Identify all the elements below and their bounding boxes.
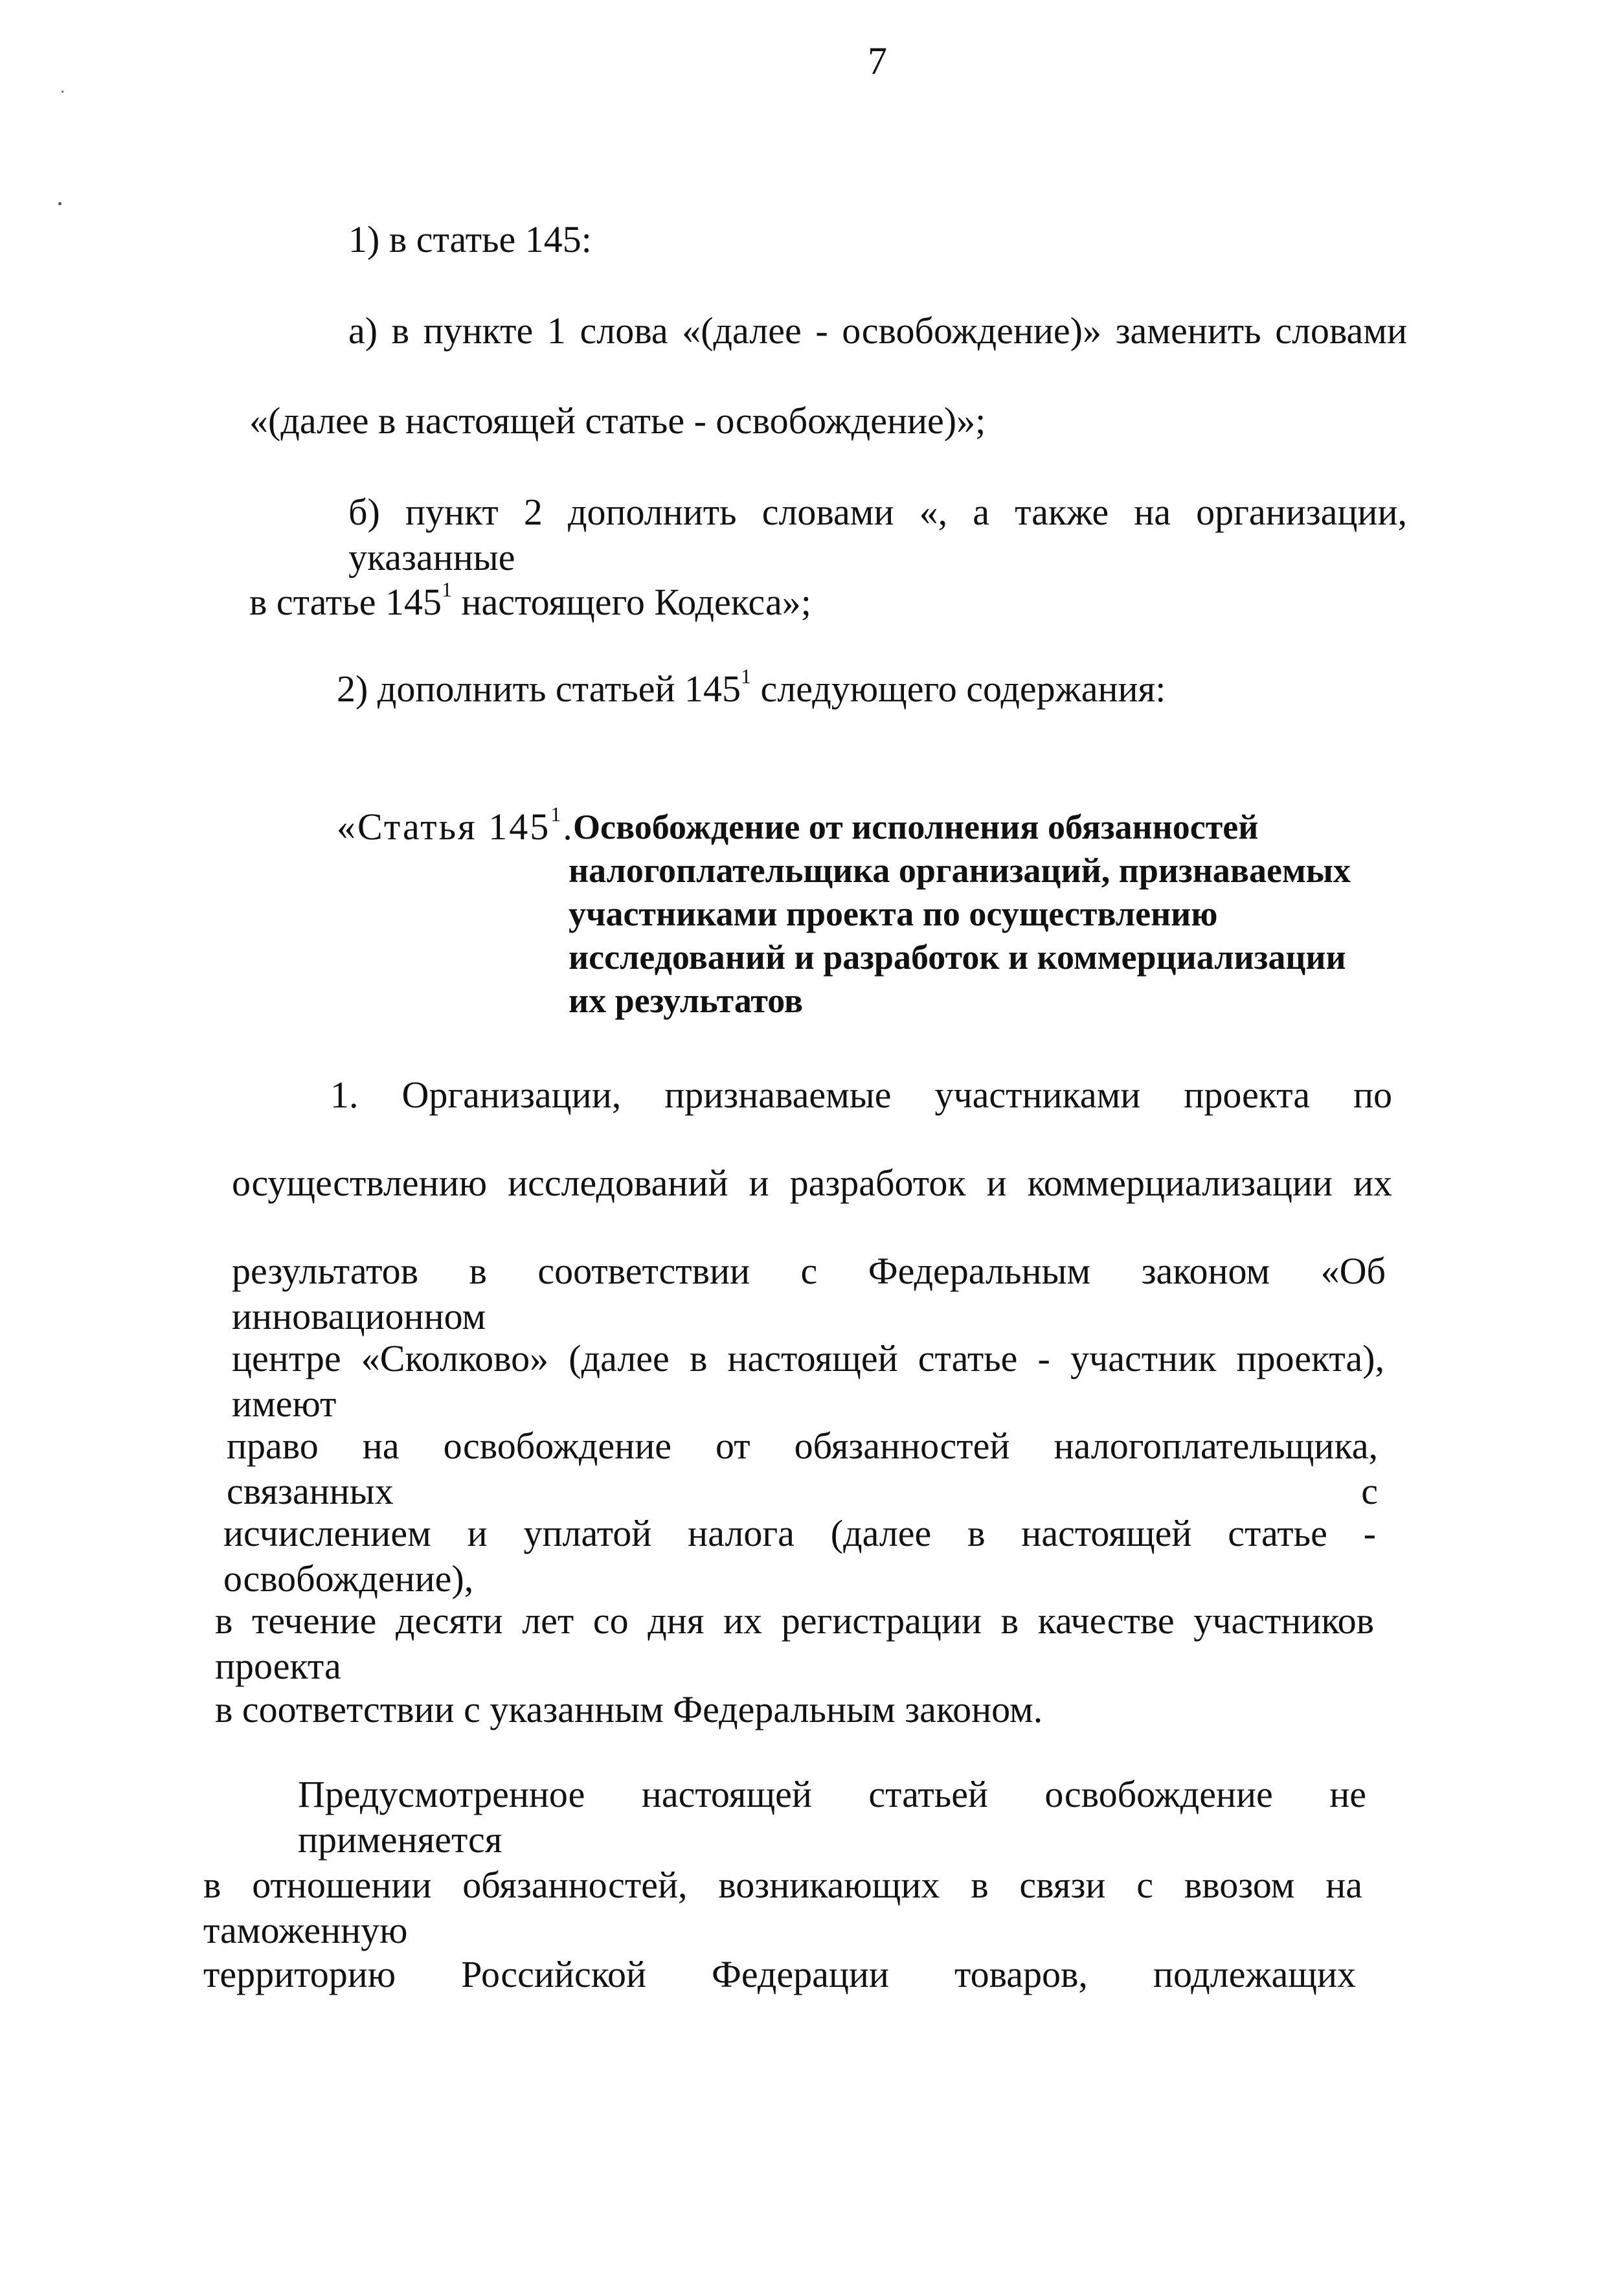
paragraph-1-line: результатов в соответствии с Федеральным законом «Об инновационном [232,1250,1386,1337]
article-title-line: исследований и разработок и коммерциализации [569,938,1346,977]
article-title-line: налогоплательщика организаций, признаваемых [569,851,1351,890]
item-b-line-1: б) пункт 2 дополнить словами «, а также на организации, указанные [348,491,1407,578]
superscript: 1 [741,664,752,688]
paragraph-2-line: в отношении обязанностей, возникающих в связи с ввозом на таможенную [203,1864,1362,1951]
paragraph-1-line: право на освобождение от обязанностей налогоплательщика, связанных с [227,1425,1378,1512]
scan-speck [62,91,63,93]
item-b-line-2 [249,580,811,625]
paragraph-1-line: в соответствии с указанным Федеральным законом. [215,1688,1043,1730]
superscript: 1 [441,578,452,601]
item-a-line-2: «(далее в настоящей статье - освобождение)»; [249,400,986,442]
superscript: 1 [550,802,563,826]
page-number: 7 [868,40,887,82]
text: . [563,806,574,848]
article-title-line: участниками проекта по осуществлению [569,894,1218,933]
item-a-line-1: а) в пункте 1 слова «(далее - освобождение)» заменить словами [348,310,1407,352]
paragraph-1-line: исчислением и уплатой налога (далее в настоящей статье - освобождение), [223,1512,1376,1600]
text: 2) дополнить статьей 145 [337,668,741,710]
paragraph-1-line: 1. Организации, признаваемые участниками проекта по [330,1074,1392,1116]
paragraph-1-line: осуществлению исследований и разработок и коммерциализации их [232,1162,1392,1204]
item-2 [337,666,1166,712]
text: настоящего Кодекса»; [451,581,811,623]
scan-speck [58,202,62,205]
article-title-line: их результатов [569,981,804,1020]
paragraph-1-line: в течение десяти лет со дня их регистрации в качестве участников проекта [215,1600,1374,1687]
paragraph-2-line: территорию Российской Федерации товаров, подлежащих [203,1953,1356,1995]
article-title-line: Освобождение от исполнения обязанностей [573,808,1259,846]
paragraph-1-line: центре «Сколково» (далее в настоящей статье - участник проекта), имеют [232,1337,1384,1425]
article-label [337,804,574,850]
paragraph-2-line: Предусмотренное настоящей статьей освобождение не применяется [298,1773,1366,1861]
text: в статье 145 [249,581,442,623]
item-1: 1) в статье 145: [348,218,592,260]
text: «Статья 145 [337,806,551,848]
text: следующего содержания: [751,668,1166,710]
